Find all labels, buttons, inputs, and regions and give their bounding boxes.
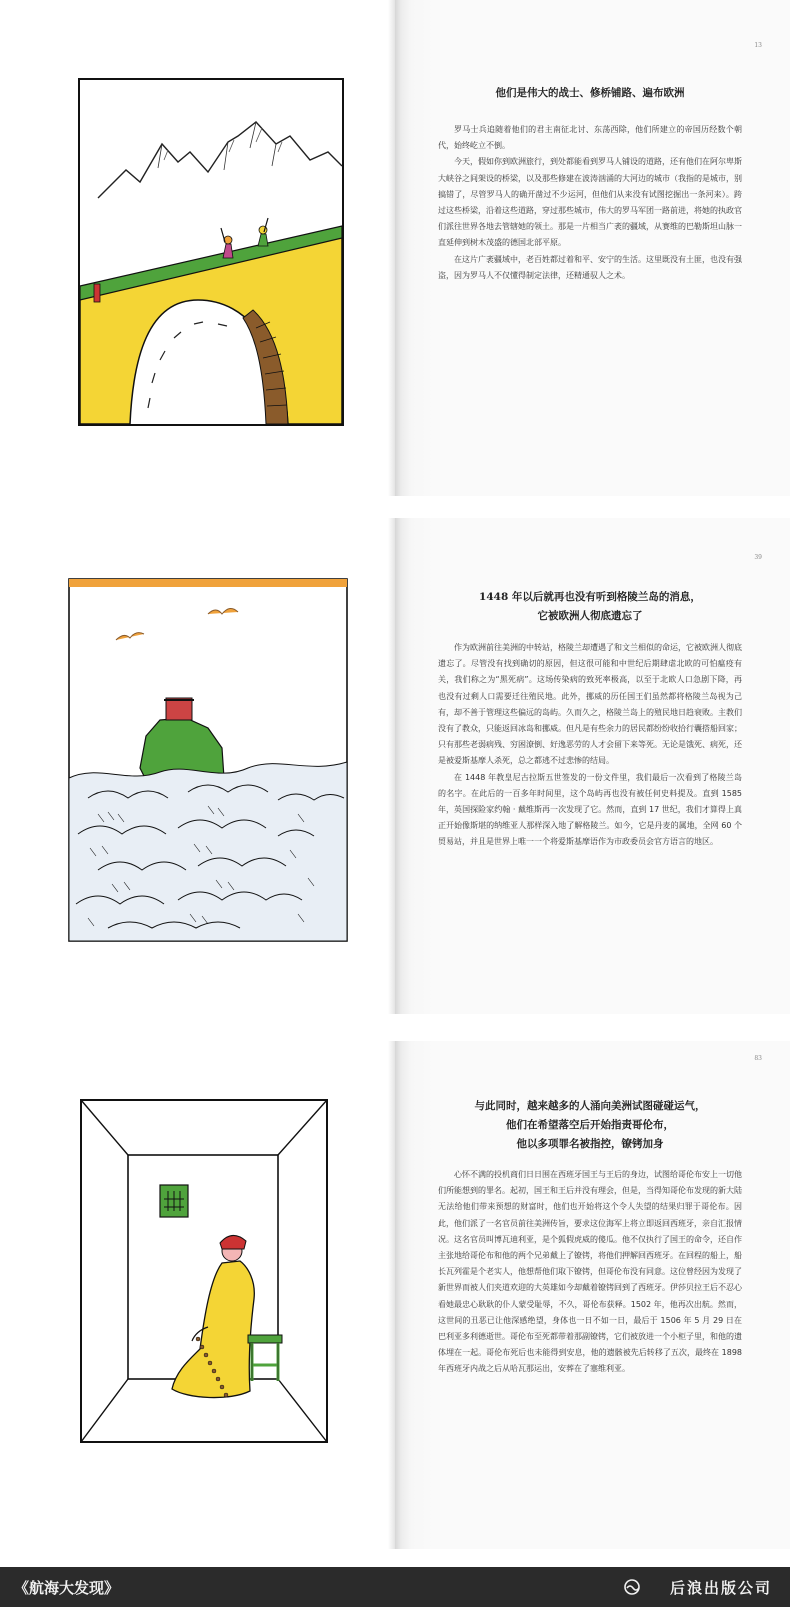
book-title: 《航海大发现》	[14, 1579, 120, 1597]
prison-cell-illustration	[80, 1099, 328, 1443]
page-number: 83	[754, 1055, 762, 1062]
footer-bar	[0, 1567, 790, 1607]
title-line: 1448 年以后就再也没有听到格陵兰岛的消息，	[479, 591, 701, 603]
title-line: 与此同时，越来越多的人涌向美洲试图碰碰运气，	[474, 1100, 706, 1112]
paragraph: 心怀不满的投机商们日日围在西班牙国王与王后的身边，试图给哥伦布安上一切他们所能想到的罪名。起初，国王和王后并没有理会，但是，当得知哥伦布发现的新大陆无法给他们带来预想的财富时，他们也开始将这个令人失望的结果归罪于哥伦布。因此，他们派了一名官员前往美洲传旨，要求这位海军上将立即返回西班牙，亲自汇报情况。这名官员叫博瓦迪利亚，是个狐假虎威的傻瓜。他不仅执行了国王的命令，还自作主张地给哥伦布和他的两个兄弟戴上了镣铐，将他们押解回西班牙。在回程的船上，船长瓦列霍是个老实人，他想帮他们取下镣铐，但哥伦布没有同意。这位曾经因为发现了新世界而被人们夹道欢迎的大英雄如今却戴着镣铐回到了西班牙。伊莎贝拉王后不忍心看她最忠心耿耿的仆人蒙受耻辱，不久，哥伦布获释。1502 年，他再次出航。然而，这世间的丑恶已让他深感绝望，身体也一日不如一日，最后于 1506 年 5 月 29 日在巴利亚多利德逝世。哥伦布至死都带着那副镣铐，它们被放进一个小柜子里，和他的遗体埋在一起。哥伦布死后也未能得到安息，他的遗骸被先后转移了五次，最终在 1898 年西班牙内战之后从哈瓦那运出，安葬在了塞维利亚。	[438, 1170, 742, 1374]
gutter	[388, 518, 395, 1014]
title-line: 它被欧洲人彻底遗忘了	[537, 610, 643, 622]
left-page-3	[0, 1041, 395, 1549]
title-line: 他们在希望落空后开始指责哥伦布，	[506, 1119, 674, 1131]
page-number: 39	[754, 554, 762, 561]
body-text	[438, 122, 742, 284]
prison-cell-drawing	[80, 1099, 328, 1443]
paragraph: 今天，假如你到欧洲旅行，到处都能看到罗马人铺设的道路，还有他们在阿尔卑斯大峡谷之间架设的桥梁，以及那些修建在波涛汹涌的大河边的城市（我指的是城市，别搞错了，尽管罗马人的确开凿过不少运河，但他们从来没有试图挖掘出一条河来）。跨过这些桥梁，沿着这些道路，穿过那些城市，伟大的罗马军团一路前进，将她的执政官们派往世界各地去管辖她的领土。那是一片相当广袤的疆域，从赛维的巴勒斯坦山脉一直延伸到树木茂盛的德国北部平原。	[438, 157, 742, 248]
chapter-title	[420, 588, 760, 626]
chapter-title	[420, 1097, 760, 1154]
left-page-1	[0, 0, 395, 496]
spread-3	[0, 1041, 790, 1549]
page-number: 13	[754, 42, 762, 49]
gutter	[388, 1041, 395, 1549]
publisher-name: 后浪出版公司	[669, 1579, 772, 1597]
wave-logo-icon	[624, 1579, 642, 1599]
gutter	[388, 0, 395, 496]
roman-bridge-drawing	[78, 78, 344, 426]
spread-2	[0, 518, 790, 1014]
paragraph: 在 1448 年教皇尼古拉斯五世签发的一份文件里，我们最后一次看到了格陵兰岛的名字。在此后的一百多年时间里，这个岛屿再也没有被任何史料提及。直到 1585 年，英国探险家约翰 · 戴维斯再一次发现了它。然而，直到 17 世纪，我们才算得上真正开始像斯堪的纳维亚人那样深入地了解格陵兰。如今，它是丹麦的属地，全网 60 个贸易站，并且是世界上唯一一个将爱斯基摩语作为市政委员会官方语言的地区。	[438, 772, 742, 847]
title-line: 他以多项罪名被指控，镣铐加身	[516, 1138, 664, 1150]
sea-greenland-illustration	[68, 578, 348, 942]
chapter-title	[420, 84, 760, 103]
paragraph: 作为欧洲前往美洲的中转站，格陵兰却遭遇了和文兰相似的命运，它被欧洲人彻底遗忘了。尽管没有找到确切的原因，但这很可能和中世纪后期肆虐北欧的可怕瘟疫有关，我们称之为“黑死病”。这场传染病的致死率极高，以至于北欧人口急剧下降，再也没有过剩人口需要迁往殖民地。此外，挪威的历任国王们虽然都将格陵兰岛视为己有，却不善于管理这些偏远的岛屿。久而久之，格陵兰岛上的殖民地日趋衰败。主教们没有了教众，只能返回冰岛和挪威。但凡是有些余力的居民都纷纷收拾行囊搭船回家；只有那些老弱病残、穷困潦倒、好逸恶劳的人才会留下来等死。无论是饿死、病死，还是被爱斯基摩人杀死，总之都逃不过悲惨的结局。	[438, 643, 742, 766]
sea-drawing	[68, 578, 348, 942]
roman-bridge-illustration	[78, 78, 344, 426]
paragraph: 罗马士兵追随着他们的君主南征北讨、东荡西除，他们所建立的帝国历经数个朝代，始终屹立不倒。	[438, 125, 742, 151]
body-text	[438, 640, 742, 851]
left-page-2	[0, 518, 395, 1014]
paragraph: 在这片广袤疆域中，老百姓都过着和平、安宁的生活。这里既没有土匪，也没有强盗，因为罗马人不仅懂得制定法律，还精通驭人之术。	[438, 254, 742, 280]
body-text	[438, 1167, 742, 1378]
title-line: 他们是伟大的战士、修桥铺路、遍布欧洲	[495, 87, 685, 99]
spread-1	[0, 0, 790, 496]
